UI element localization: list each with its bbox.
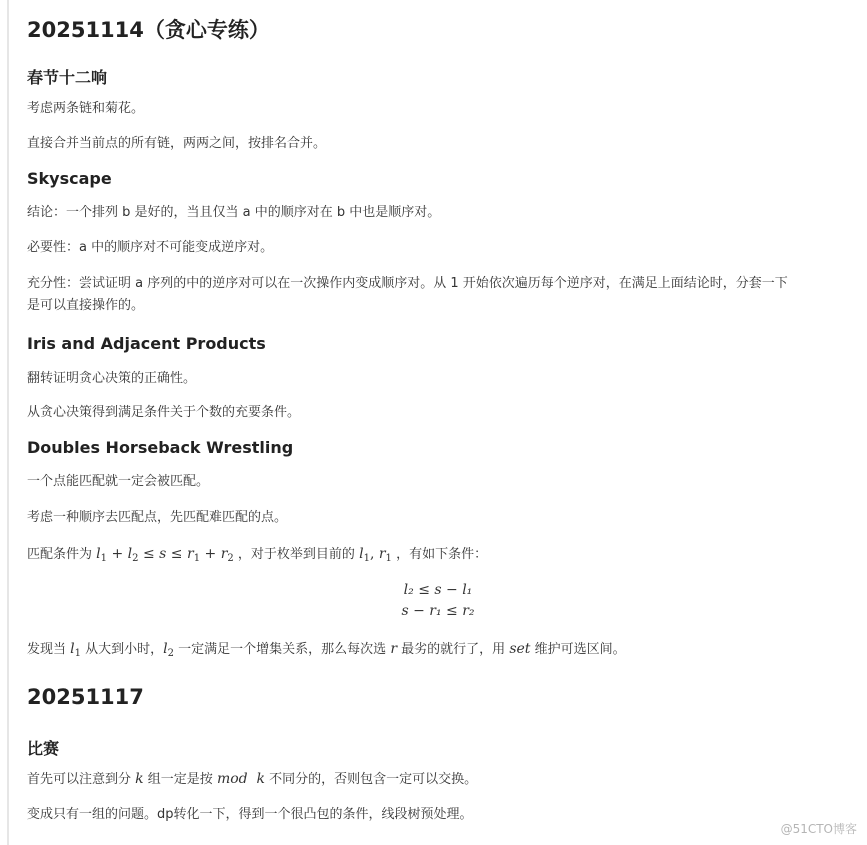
paragraph: 考虑两条链和菊花。 xyxy=(27,101,145,116)
problem-title-bisai: 比赛 xyxy=(27,739,60,758)
math-inline: $l_1$ xyxy=(70,641,82,659)
text-fragment: 组一定是按 xyxy=(147,772,213,787)
text-fragment: 不同分的，否则包含一定可以交换。 xyxy=(269,772,478,787)
paragraph-condition xyxy=(27,543,849,570)
watermark: @51CTO博客 xyxy=(780,822,857,836)
equation-1: l₂ ≤ s − l₁ xyxy=(403,582,473,598)
math-inline: $l_1$, $r_1$ xyxy=(359,546,392,564)
paragraph-sufficiency xyxy=(27,273,849,317)
paragraph: 直接合并当前点的所有链，两两之间，按排名合并。 xyxy=(27,136,327,151)
paragraph: 结论：一个排列 b 是好的，当且仅当 a 中的顺序对在 b 中也是顺序对。 xyxy=(27,205,441,220)
math-inline: $l_2$ xyxy=(163,641,175,659)
sufficiency-line-1: 充分性：尝试证明 a 序列的中的逆序对可以在一次操作内变成顺序对。从 1 开始依次遍历每个逆序对，在满足上面结论时，分套一下 xyxy=(27,276,788,291)
text-fragment: 最劣的就行了，用 xyxy=(401,642,506,657)
paragraph: 必要性：a 中的顺序对不可能变成逆序对。 xyxy=(27,240,274,255)
sufficiency-line-2: 是可以直接操作的。 xyxy=(27,298,145,313)
text-fragment: 首先可以注意到分 xyxy=(27,772,132,787)
paragraph: 变成只有一组的问题。dp转化一下，得到一个很凸包的条件，线段树预处理。 xyxy=(27,807,473,822)
problem-title-iris: Iris and Adjacent Products xyxy=(27,334,266,353)
paragraph: 翻转证明贪心决策的正确性。 xyxy=(27,371,197,386)
section-title-20251117: 20251117 xyxy=(27,685,144,709)
equation-2: s − r₁ ≤ r₂ xyxy=(401,603,475,619)
condition-prefix: 匹配条件为 xyxy=(27,547,93,562)
condition-suffix: ，有如下条件： xyxy=(396,547,488,562)
math-inline: $l_1 + l_2 \le s \le r_1 + r_2$ xyxy=(96,546,234,564)
paragraph: 一个点能匹配就一定会被匹配。 xyxy=(27,474,210,489)
text-fragment: 发现当 xyxy=(27,642,67,657)
math-inline: k xyxy=(135,771,144,787)
paragraph: 考虑一种顺序去匹配点，先匹配难匹配的点。 xyxy=(27,510,288,525)
problem-title-chunjie: 春节十二响 xyxy=(27,68,108,87)
math-inline: set xyxy=(509,641,531,657)
math-inline: mod k xyxy=(216,771,265,787)
paragraph: 从贪心决策得到满足条件关于个数的充要条件。 xyxy=(27,405,301,420)
paragraph xyxy=(27,768,849,791)
condition-middle: ，对于枚举到目前的 xyxy=(237,547,355,562)
paragraph-conclusion xyxy=(27,638,849,665)
left-border xyxy=(7,0,9,845)
display-equations xyxy=(27,580,849,622)
problem-title-skyscape: Skyscape xyxy=(27,169,112,188)
text-fragment: 从大到小时， xyxy=(85,642,164,657)
text-fragment: 维护可选区间。 xyxy=(534,642,626,657)
problem-title-doubles: Doubles Horseback Wrestling xyxy=(27,438,294,457)
math-inline: r xyxy=(390,641,398,657)
section-title-20251114: 20251114（贪心专练） xyxy=(27,18,270,42)
text-fragment: 一定满足一个增集关系，那么每次选 xyxy=(178,642,387,657)
